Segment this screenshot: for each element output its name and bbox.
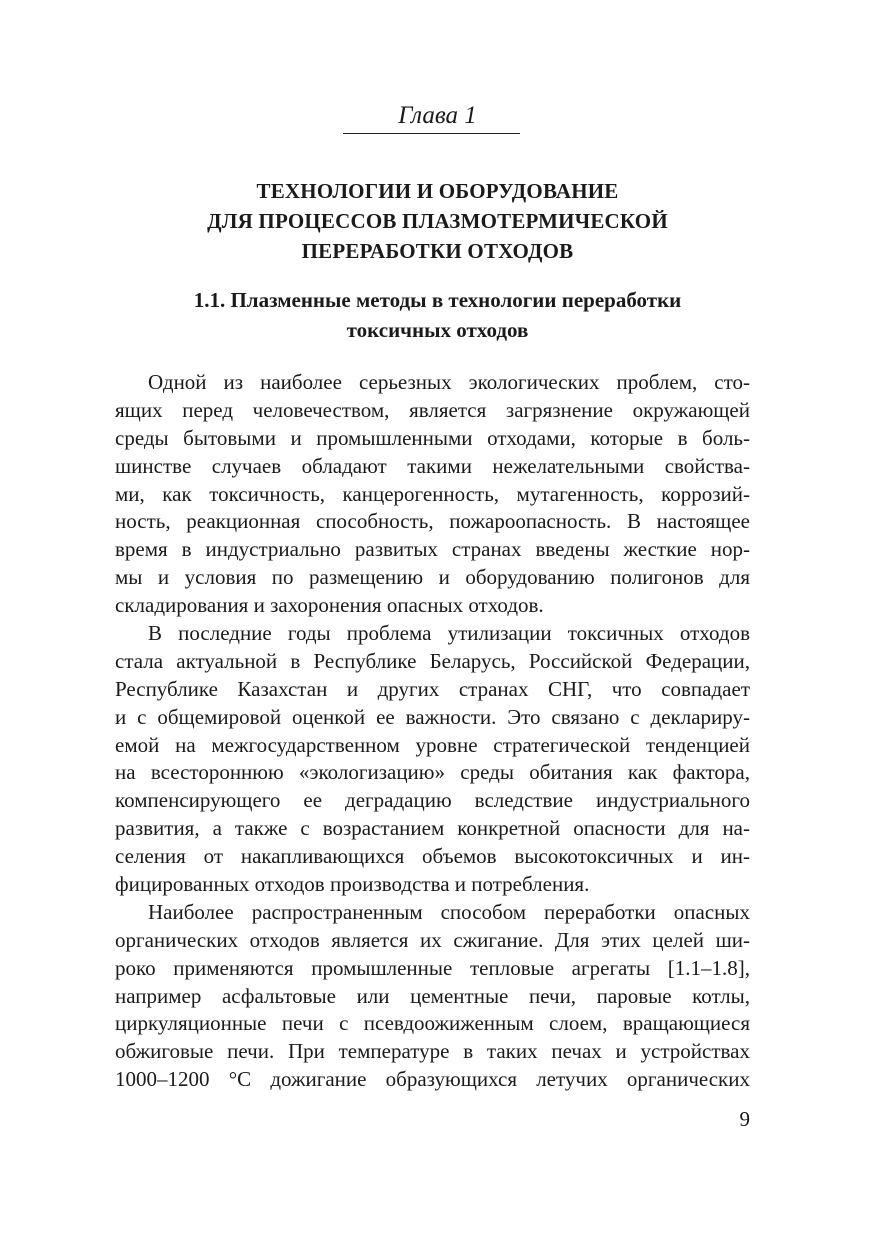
section-title-line: токсичных отходов xyxy=(346,318,529,342)
chapter-title-line: ПЕРЕРАБОТКИ ОТХОДОВ xyxy=(301,239,574,263)
chapter-title-line: ТЕХНОЛОГИИ И ОБОРУДОВАНИЕ xyxy=(256,179,619,203)
text-line: ящих перед человечеством, является загрязнение окружающей xyxy=(115,397,750,422)
text-line: циркуляционные печи с псевдоожиженным слоем, вращающиеся xyxy=(115,1011,750,1036)
text-line: В последние годы проблема утилизации токсичных отходов xyxy=(148,621,750,646)
text-line: селения от накапливающихся объемов высокотоксичных и ин- xyxy=(115,844,750,869)
text-line: Наиболее распространенным способом переработки опасных xyxy=(148,899,750,924)
chapter-title-line: ДЛЯ ПРОЦЕССОВ ПЛАЗМОТЕРМИЧЕСКОЙ xyxy=(207,209,668,233)
text-line: компенсирующего ее деградацию вследствие индустриального xyxy=(115,788,750,813)
text-line: роко применяются промышленные тепловые агрегаты [1.1–1.8], xyxy=(115,955,750,980)
text-line: на всестороннюю «экологизацию» среды обитания как фактора, xyxy=(115,760,750,785)
text-line: ность, реакционная способность, пожароопасность. В настоящее xyxy=(115,509,750,534)
text-line: Республике Казахстан и других странах СНГ, что совпадает xyxy=(115,676,750,701)
text-line: развития, а также с возрастанием конкретной опасности для на- xyxy=(115,816,750,841)
text-line: мы и условия по размещению и оборудованию полигонов для xyxy=(115,565,750,590)
text-line: емой на межгосударственном уровне стратегической тенденцией xyxy=(115,732,750,757)
text-line: фицированных отходов производства и потребления. xyxy=(115,872,590,897)
page-number: 9 xyxy=(739,1107,750,1131)
text-line: среды бытовыми и промышленными отходами, которые в боль- xyxy=(115,425,750,450)
text-line: органических отходов является их сжигание. Для этих целей ши- xyxy=(115,927,750,952)
chapter-title xyxy=(0,176,875,266)
text-line: например асфальтовые или цементные печи, паровые котлы, xyxy=(115,983,750,1008)
section-title xyxy=(0,285,875,345)
text-line: и с общемировой оценкой ее важности. Это связано с деклариру- xyxy=(115,704,750,729)
text-line: Одной из наиболее серьезных экологических проблем, сто- xyxy=(148,370,750,394)
text-line: стала актуальной в Республике Беларусь, Российской Федерации, xyxy=(115,648,750,673)
chapter-rule xyxy=(343,133,520,134)
chapter-label: Глава 1 xyxy=(398,102,477,129)
text-line: шинстве случаев обладают такими нежелательными свойства- xyxy=(115,453,750,478)
text-line: обжиговые печи. При температуре в таких печах и устройствах xyxy=(115,1039,750,1064)
section-title-line: 1.1. Плазменные методы в технологии переработки xyxy=(193,288,682,312)
body-text xyxy=(115,369,750,1094)
text-line: складирования и захоронения опасных отходов. xyxy=(115,593,544,618)
text-line: время в индустриально развитых странах введены жесткие нор- xyxy=(115,537,750,562)
text-line: ми, как токсичность, канцерогенность, мутагенность, коррозий- xyxy=(115,481,750,506)
text-line: 1000–1200 °С дожигание образующихся летучих органических xyxy=(115,1067,750,1092)
